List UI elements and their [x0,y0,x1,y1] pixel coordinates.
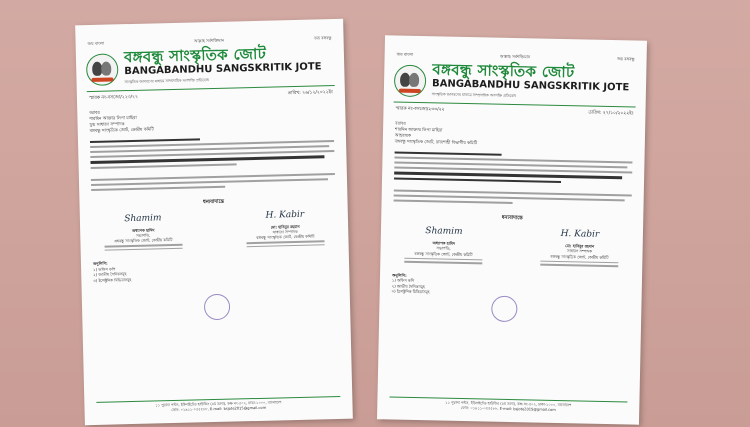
copy-item: ৩) ইলেক্ট্রনিক মিডিয়াসমূহ [93,276,132,283]
org-title-english: BANGABANDHU SANGSKRITIK JOTE [431,78,630,94]
footer-address: ১১ পুরানা পল্টন, ইউনাইটেড হাউজিং (৫ম তলা), কক্ষ নং-৫০২, ঢাকা-১০০০, বাংলাদেশ [155,400,282,408]
reference-number: স্মারক নং-বসজো/২২৩/২২ [88,94,138,102]
copy-item: ২) জাতীয় দৈনিকসমূহ [93,271,127,278]
signature-scribble: Shamim [425,226,463,238]
org-tagline: সাংস্কৃতিক জাগরণের মাধ্যমে সাম্প্রদায়িক অপশক্তি প্রতিরোধ [431,92,517,99]
official-stamp-icon [204,294,231,321]
signature-president [398,226,489,266]
signatory-name: অধ্যাপক হামিদ [131,227,155,233]
signature-secretary [534,229,625,269]
signature-president [98,215,189,253]
top-left-text: জয় বাংলা [87,40,105,47]
copy-item: ১) অফিস কপি [93,266,116,272]
footer-address: ১১ পুরানা পল্টন, ইউনাইটেড হাউজিং (৫ম তলা), কক্ষ নং-৫০২, ঢাকা-১০০০, বাংলাদেশ [445,400,572,408]
signature-block [380,220,643,269]
address-line: বঙ্গবন্ধু সাংস্কৃতিক জোট, কেন্দ্রীয় কমিটি [89,126,154,134]
closing-text: ধন্যবাদান্তে [501,214,523,222]
address-line: বরাবর [89,109,100,116]
address-line: শারমিন আক্তার লিপা মাহিরা [89,114,137,122]
signatory-org: বঙ্গবন্ধু সাংস্কৃতিক জোট, কেন্দ্রীয় কমিটি [114,237,173,244]
address-line: যুগ্ম সাধারণ সম্পাদক [89,121,125,128]
address-line: বরাবর [395,120,406,126]
address-line: আহবায়ক [394,132,412,138]
signatory-name: অধ্যাপক হামিদ [432,240,455,246]
signatory-org: বঙ্গবন্ধু সাংস্কৃতিক জোট, কেন্দ্রীয় কমিটি [414,250,473,257]
org-title-english: BANGABANDHU SANGSKRITIK JOTE [124,61,322,78]
signature-scribble: H. Kabir [560,229,600,240]
signatory-role: সভাপতি, [436,245,451,252]
letter-left [75,19,353,425]
address-line: বঙ্গবন্ধু সাংস্কৃতিক জোট, রাজশাহী বিভাগীয় কমিটি [394,138,478,146]
letter-date: তারিখ: ২৭/১০/২০২২ইং [588,110,634,117]
signature-scribble: Shamim [124,213,162,224]
signatory-name: মো: হাবিবুর রহমান [270,223,300,230]
organization-emblem-icon [86,53,119,86]
address-line: শারমিন আক্তার লিপা মাহিরা [395,126,443,133]
org-tagline: সাংস্কৃতিক জাগরণের মাধ্যমে সাম্প্রদায়িক অপশক্তি প্রতিরোধ [124,78,209,85]
letter-footer [389,396,627,414]
signature-secretary [240,209,331,250]
top-right-text: জয় বঙ্গবন্ধু [313,35,332,41]
top-center-text: আল্লাহ সর্বশক্তিমান [193,37,225,44]
letterhead [76,42,345,88]
signature-block [80,204,349,254]
signatory-org: বঙ্গবন্ধু সাংস্কৃতিক জোট, কেন্দ্রীয় কমিটি [256,233,315,241]
signatory-org: বঙ্গবন্ধু সাংস্কৃতিক জোট, কেন্দ্রীয় কমিটি [550,253,609,260]
organization-emblem-icon [394,65,427,98]
top-right-text: জয় বঙ্গবন্ধু [617,56,635,62]
letter-date: তারিখ: ২৬/১২/২০২২ইং [287,90,333,97]
copy-heading: অনুলিপি: [391,272,407,278]
top-center-text: আল্লাহ সর্বশক্তিমান [500,53,531,60]
signatory-name: মো: হাবিবুর রহমান [565,243,595,249]
official-stamp-icon [491,296,518,323]
letter-right [377,35,647,424]
footer-contact: ফোন: ০১৯১১-০৫৫৫৮৮, E-mail: bsjote2015@gmail.com [171,405,267,413]
copy-list [380,264,643,299]
recipient-address [383,112,646,149]
org-title-bengali: বঙ্গবন্ধু সাংস্কৃতিক জোট [432,60,575,82]
org-title-bengali: বঙ্গবন্ধু সাংস্কৃতিক জোট [123,44,267,67]
letterhead [384,58,647,102]
letter-body [78,128,347,191]
letter-footer [96,396,340,415]
top-left-text: জয় বাংলা [396,51,414,57]
copy-item: ১) অফিস কপি [391,277,415,284]
signatory-role: সভাপতি, [136,232,151,238]
signatory-role: সাধারণ সম্পাদক [566,248,593,255]
signatory-role: সাধারণ সম্পাদক [272,228,298,235]
copy-item: ২) জাতীয় দৈনিকসমূহ [391,283,426,289]
copy-item: ৩) ইলেক্ট্রনিক মিডিয়াসমূহ [391,288,430,295]
signature-scribble: H. Kabir [265,209,305,221]
letter-body [382,144,645,207]
closing-text: ধন্যবাদান্তে [202,198,225,206]
reference-number: স্মারক নং-বসজো/২৩৩/২২ [395,106,445,113]
copy-heading: অনুলিপি: [92,261,108,267]
footer-contact: ফোন: ০১৯১১-০৫৫৫৮৮, E-mail: bsjote2015@gmail.com [460,405,556,412]
